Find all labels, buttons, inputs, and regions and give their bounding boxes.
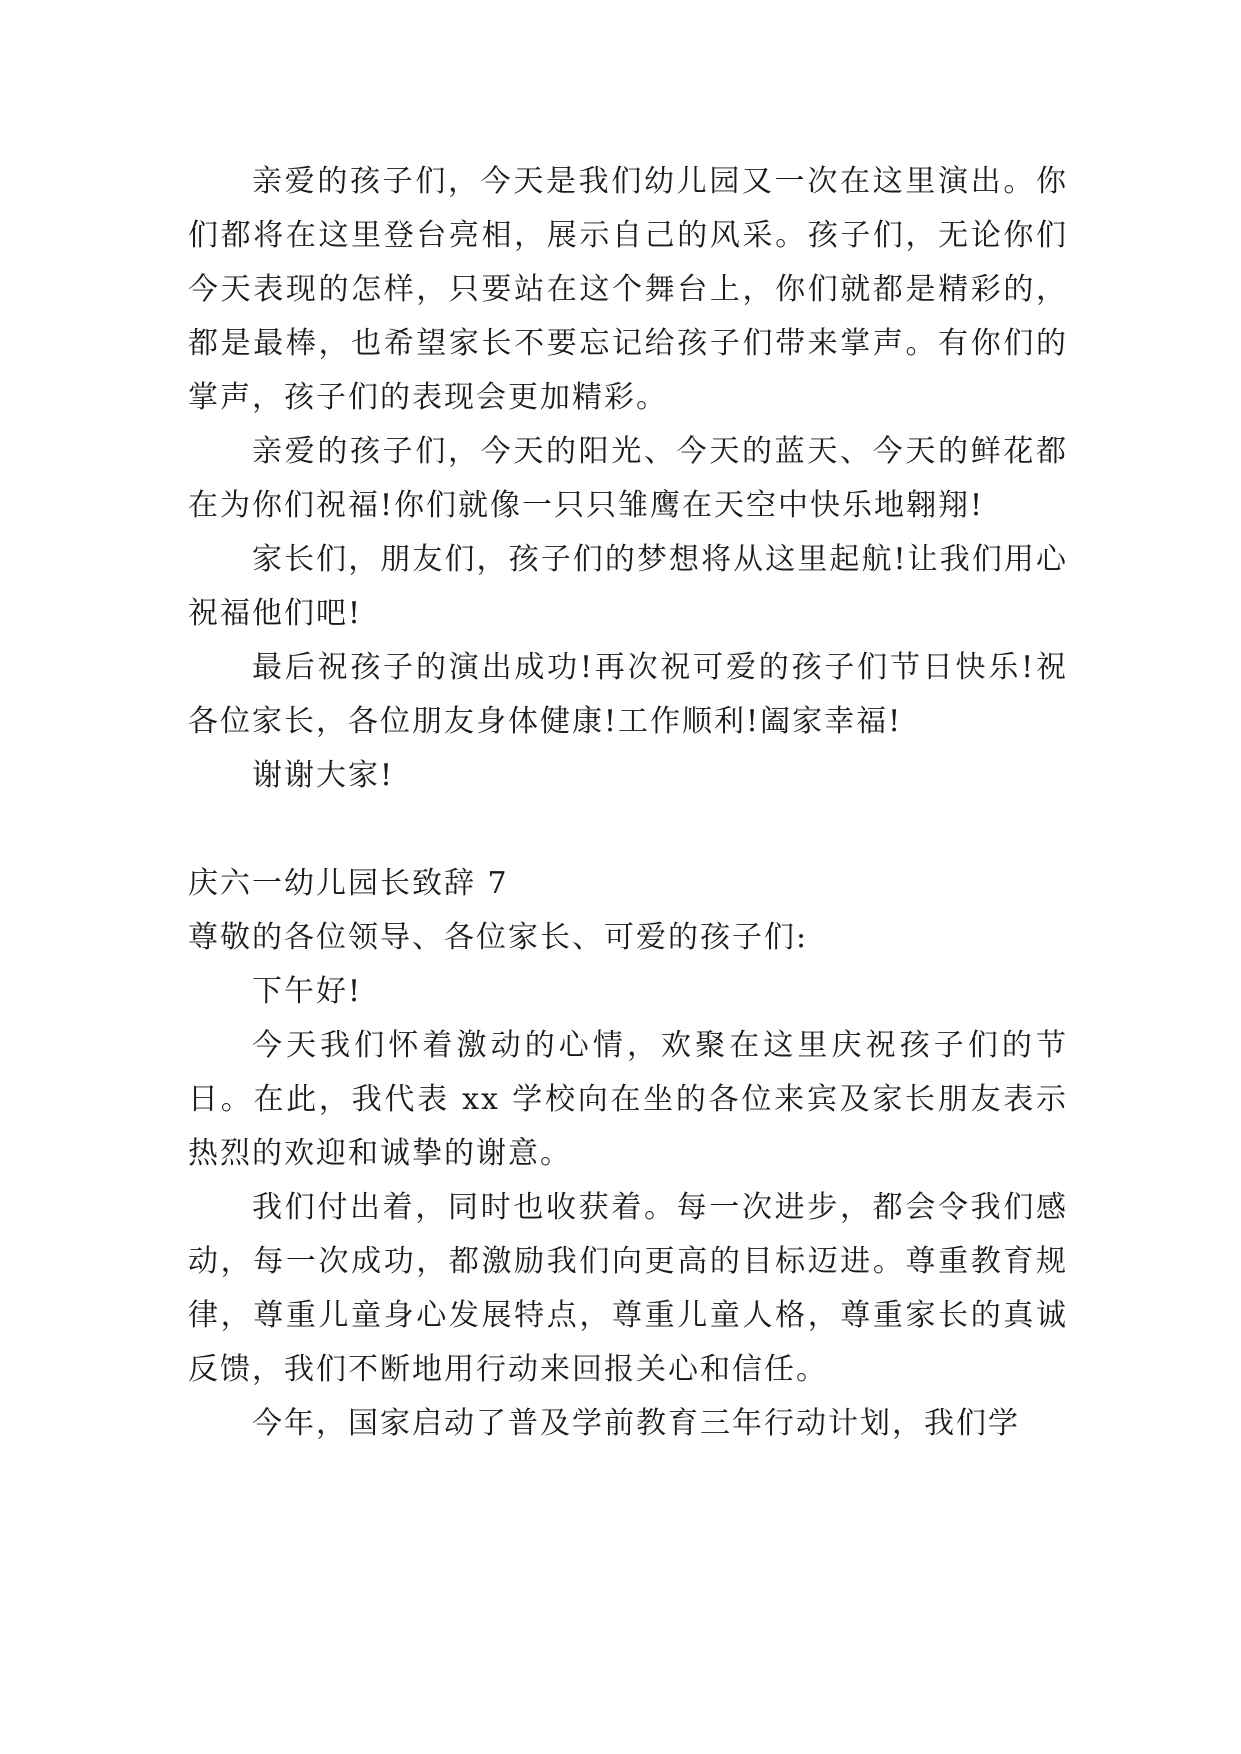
paragraph: 最后祝孩子的演出成功!再次祝可爱的孩子们节日快乐!祝各位家长，各位朋友身体健康!工作顺利!阖家幸福! <box>188 650 1068 739</box>
paragraph: 我们付出着，同时也收获着。每一次进步，都会令我们感动，每一次成功，都激励我们向更高的目标迈进。尊重教育规律，尊重儿童身心发展特点，尊重儿童人格，尊重家长的真诚反馈，我们不断地用行动来回报关心和信任。 <box>188 1190 1068 1387</box>
greeting: 下午好! <box>252 974 363 1009</box>
closing-line: 谢谢大家! <box>252 758 395 793</box>
paragraph: 今天我们怀着激动的心情，欢聚在这里庆祝孩子们的节日。在此，我代表 xx 学校向在坐的各位来宾及家长朋友表示热烈的欢迎和诚挚的谢意。 <box>188 1028 1068 1171</box>
document-body <box>188 155 1068 1451</box>
paragraph: 亲爱的孩子们，今天的阳光、今天的蓝天、今天的鲜花都在为你们祝福!你们就像一只只雏鹰在天空中快乐地翱翔! <box>188 434 1068 523</box>
salutation: 尊敬的各位领导、各位家长、可爱的孩子们: <box>188 920 809 955</box>
section-title: 庆六一幼儿园长致辞 7 <box>188 866 509 901</box>
paragraph: 亲爱的孩子们，今天是我们幼儿园又一次在这里演出。你们都将在这里登台亮相，展示自己的风采。孩子们，无论你们今天表现的怎样，只要站在这个舞台上，你们就都是精彩的，都是最棒，也希望家长不要忘记给孩子们带来掌声。有你们的掌声，孩子们的表现会更加精彩。 <box>188 164 1068 415</box>
paragraph: 家长们，朋友们，孩子们的梦想将从这里起航!让我们用心祝福他们吧! <box>188 542 1068 631</box>
paragraph: 今年，国家启动了普及学前教育三年行动计划，我们学 <box>252 1406 1020 1441</box>
section-spacer <box>188 803 1068 857</box>
